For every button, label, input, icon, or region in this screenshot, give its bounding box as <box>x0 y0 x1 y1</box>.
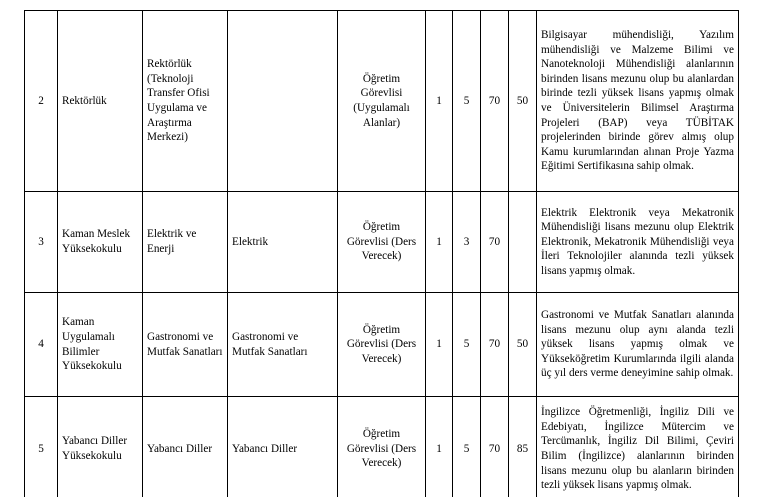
unit-cell: Yabancı Diller Yüksekokulu <box>58 397 143 497</box>
table-row <box>25 397 739 497</box>
degree-cell: 1 <box>426 192 453 293</box>
program-cell: Yabancı Diller <box>228 397 338 497</box>
language-score-cell: 85 <box>509 397 537 497</box>
staff-positions-table <box>24 10 739 497</box>
table-row <box>25 192 739 293</box>
ales-score-cell: 70 <box>481 293 509 397</box>
unit-cell: Rektörlük <box>58 11 143 192</box>
degree-cell: 1 <box>426 11 453 192</box>
table-row <box>25 293 739 397</box>
count-cell: 5 <box>453 11 481 192</box>
position-title-cell: Öğretim Görevlisi (Uygulamalı Alanlar) <box>338 11 426 192</box>
requirements-cell: Elektrik Elektronik veya Mekatronik Mühendisliği lisans mezunu olup Elektrik Elektronik, Mekatronik Mühendisliği veya İleri Teknolojiler alanında tezli yüksek lisans yapmış olmak. <box>537 192 739 293</box>
count-cell: 5 <box>453 397 481 497</box>
row-number: 2 <box>25 11 58 192</box>
requirements-cell: İngilizce Öğretmenliği, İngiliz Dili ve Edebiyatı, İngilizce Mütercim ve Tercümanlık, İngiliz Dil Bilimi, Çeviri Bilim (İngilizce) alanlarının birinden lisans mezunu olup bu alanların birinden tezli yüksek lisans yapmış olmak. <box>537 397 739 497</box>
program-cell: Gastronomi ve Mutfak Sanatları <box>228 293 338 397</box>
ales-score-cell: 70 <box>481 397 509 497</box>
position-title-cell: Öğretim Görevlisi (Ders Verecek) <box>338 192 426 293</box>
department-cell: Gastronomi ve Mutfak Sanatları <box>143 293 228 397</box>
requirements-cell: Bilgisayar mühendisliği, Yazılım mühendisliği ve Malzeme Bilimi ve Nanoteknoloji Mühendisliği alanlarının birinden lisans mezunu olup bu alanlardan birinde tezli yüksek lisans yapmış olmak ve Üniversitelerin Bilimsel Araştırma Projeleri (BAP) veya TÜBİTAK projelerinden birinde görev almış olup Kamu kurumlarından alınan Proje Yazma Eğitimi Sertifikasına sahip olmak. <box>537 11 739 192</box>
department-cell: Yabancı Diller <box>143 397 228 497</box>
department-cell: Elektrik ve Enerji <box>143 192 228 293</box>
ales-score-cell: 70 <box>481 192 509 293</box>
count-cell: 3 <box>453 192 481 293</box>
requirements-cell: Gastronomi ve Mutfak Sanatları alanında lisans mezunu olup aynı alanda tezli yüksek lisans yapmış olmak ve Yükseköğretim Kurumlarında ilgili alanda üç yıl ders verme deneyimine sahip olmak. <box>537 293 739 397</box>
ales-score-cell: 70 <box>481 11 509 192</box>
program-cell: Elektrik <box>228 192 338 293</box>
position-title-cell: Öğretim Görevlisi (Ders Verecek) <box>338 293 426 397</box>
degree-cell: 1 <box>426 397 453 497</box>
row-number: 4 <box>25 293 58 397</box>
position-title-cell: Öğretim Görevlisi (Ders Verecek) <box>338 397 426 497</box>
table-row <box>25 11 739 192</box>
language-score-cell <box>509 192 537 293</box>
language-score-cell: 50 <box>509 293 537 397</box>
program-cell <box>228 11 338 192</box>
row-number: 5 <box>25 397 58 497</box>
language-score-cell: 50 <box>509 11 537 192</box>
unit-cell: Kaman Uygulamalı Bilimler Yüksekokulu <box>58 293 143 397</box>
degree-cell: 1 <box>426 293 453 397</box>
row-number: 3 <box>25 192 58 293</box>
department-cell: Rektörlük (Teknoloji Transfer Ofisi Uygulama ve Araştırma Merkezi) <box>143 11 228 192</box>
count-cell: 5 <box>453 293 481 397</box>
unit-cell: Kaman Meslek Yüksekokulu <box>58 192 143 293</box>
